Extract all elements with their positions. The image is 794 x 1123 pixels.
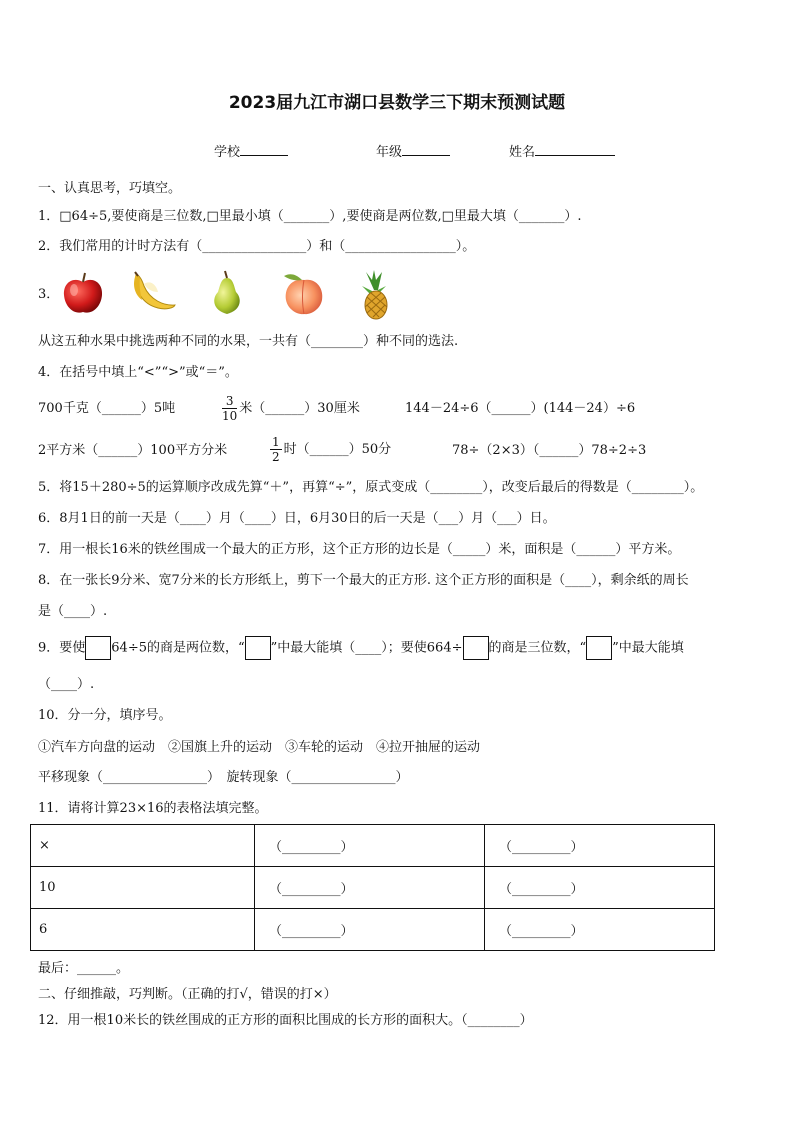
table-cell: （_________） <box>255 867 485 909</box>
q4-row2-a: 2平方米（______）100平方分米 <box>38 443 228 458</box>
question-8-line2: 是（____）. <box>38 604 108 619</box>
pear-icon <box>205 270 251 316</box>
table-cell: 6 <box>31 909 255 951</box>
table-cell: 10 <box>31 867 255 909</box>
question-9: 9．要使 64÷5的商是两位数，“ ”中最大能填（____）；要使664÷ 的商是三位数，“ ”中最大能填 <box>38 636 684 661</box>
question-10-items: ①汽车方向盘的运动 ②国旗上升的运动 ③车轮的运动 ④拉开抽屉的运动 <box>38 740 481 755</box>
table-cell: （_________） <box>485 867 715 909</box>
table-row <box>31 825 715 867</box>
name-label: 姓名 <box>509 145 536 160</box>
question-5: 5．将15＋280÷5的运算顺序改成先算“＋”，再算“÷”，原式变成（________），改变后最后的得数是（________）。 <box>38 480 704 495</box>
section-1-heading: 一、认真思考，巧填空。 <box>38 181 182 196</box>
final-answer: 最后：______。 <box>38 961 130 976</box>
q4-row1-b: $\frac{3}{10}$ 米（______）30厘米 <box>222 394 360 423</box>
peach-icon <box>280 270 328 316</box>
table-cell: （_________） <box>255 909 485 951</box>
grade-label: 年级 <box>376 145 403 160</box>
table-row <box>31 909 715 951</box>
question-8-line1: 8．在一张长9分米、宽7分米的长方形纸上，剪下一个最大的正方形. 这个正方形的面积是（____），剩余纸的周长 <box>38 573 689 588</box>
blank-box <box>586 636 612 660</box>
grade-field <box>376 141 450 160</box>
name-field <box>509 141 615 160</box>
question-12: 12．用一根10米长的铁丝围成的正方形的面积比围成的长方形的面积大。（________） <box>38 1013 533 1028</box>
q4-row1-a: 700千克（______）5吨 <box>38 401 176 416</box>
question-10-answers: 平移现象（________________） 旋转现象（________________） <box>38 770 409 785</box>
pineapple-icon <box>352 270 396 320</box>
section-2-heading: 二、仔细推敲，巧判断。（正确的打√，错误的打×） <box>38 987 337 1002</box>
q4-row2-c: 78÷（2×3）（______）78÷2÷3 <box>452 443 647 458</box>
table-cell: （_________） <box>485 909 715 951</box>
blank-box <box>245 636 271 660</box>
question-3-label: 3． <box>38 287 60 302</box>
page-title: 2023届九江市湖口县数学三下期末预测试题 <box>228 93 566 113</box>
banana-icon <box>128 270 178 316</box>
fraction: $\frac{1}{2}$ <box>272 435 280 464</box>
question-6: 6．8月1日的前一天是（____）月（____）日，6月30日的后一天是（___）月（___）日。 <box>38 511 556 526</box>
blank-box <box>463 636 489 660</box>
question-2: 2．我们常用的计时方法有（________________）和（_________________）。 <box>38 239 476 254</box>
fraction: $\frac{3}{10}$ <box>222 394 238 423</box>
blank-box <box>85 636 111 660</box>
school-label: 学校 <box>214 145 241 160</box>
table-cell: × <box>31 825 255 867</box>
question-1: 1．□64÷5,要使商是三位数,□里最小填（_______）,要使商是两位数,□里最大填（_______）. <box>38 209 582 224</box>
question-9-line2: （____）. <box>38 677 95 692</box>
q4-row2-b: $\frac{1}{2}$ 时（______）50分 <box>272 435 392 464</box>
multiplication-table <box>30 824 715 951</box>
table-cell: （_________） <box>255 825 485 867</box>
table-row <box>31 867 715 909</box>
question-7: 7．用一根长16米的铁丝围成一个最大的正方形，这个正方形的边长是（_____）米，面积是（______）平方米。 <box>38 542 681 557</box>
question-3-text: 从这五种水果中挑选两种不同的水果，一共有（________）种不同的选法. <box>38 334 459 349</box>
question-10: 10．分一分，填序号。 <box>38 708 172 723</box>
school-field <box>214 141 288 160</box>
q4-row1-c: 144－24÷6（______）(144－24）÷6 <box>405 401 636 416</box>
question-11: 11．请将计算23×16的表格法填完整。 <box>38 801 268 816</box>
question-4: 4．在括号中填上“<”“>”或“＝”。 <box>38 365 238 380</box>
table-cell: （_________） <box>485 825 715 867</box>
apple-icon <box>60 270 106 316</box>
